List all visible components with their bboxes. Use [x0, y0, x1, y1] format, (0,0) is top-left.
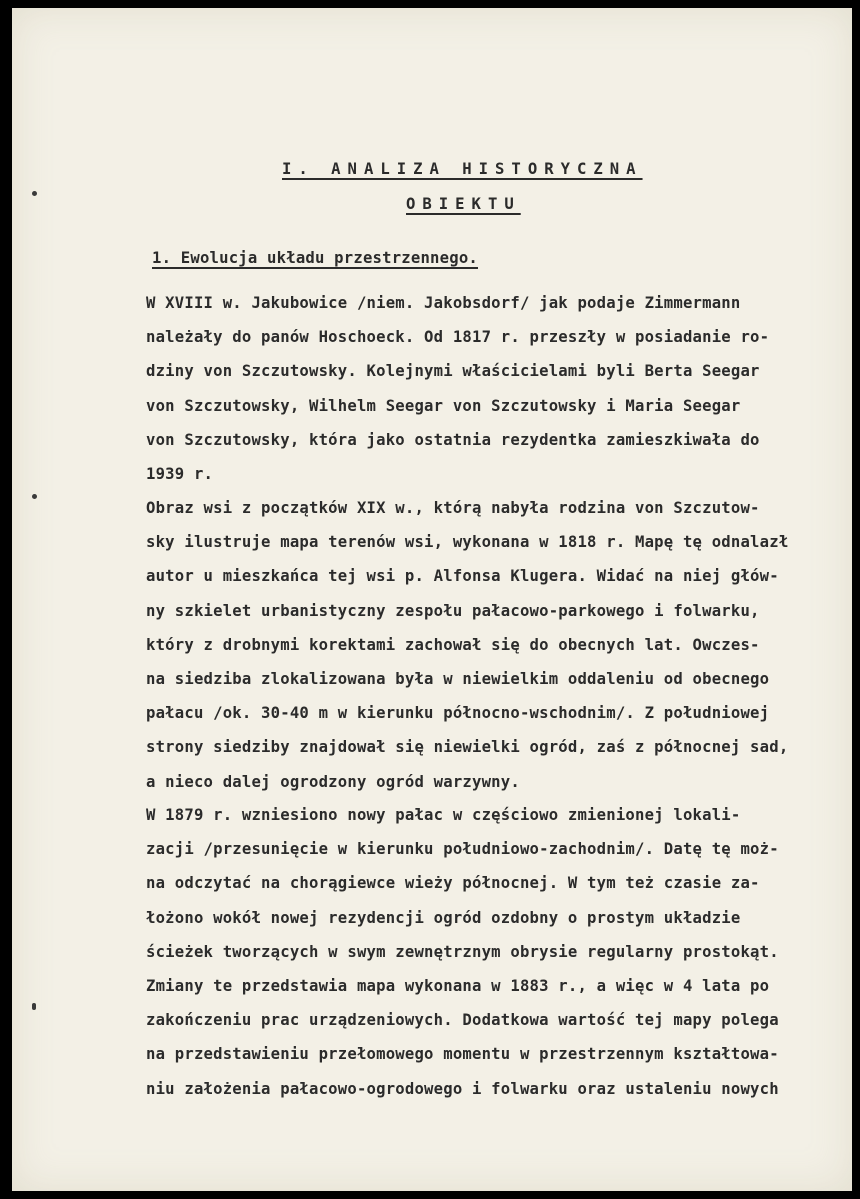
paragraph [146, 798, 852, 1106]
text-line: na odczytać na chorągiewce wieży północnej. W tym też czasie za- [146, 874, 760, 893]
text-line: dziny von Szczutowsky. Kolejnymi właścicielami byli Berta Seegar [146, 362, 760, 381]
text-line: ścieżek tworzących w swym zewnętrznym obrysie regularny prostokąt. [146, 942, 779, 961]
text-line: von Szczutowsky, która jako ostatnia rezydentka zamieszkiwała do [146, 430, 760, 449]
text-line: na przedstawieniu przełomowego momentu w przestrzennym kształtowa- [146, 1045, 779, 1064]
paragraph [146, 491, 852, 799]
text-line: ny szkielet urbanistyczny zespołu pałacowo-parkowego i folwarku, [146, 601, 760, 620]
margin-punch-mark [32, 494, 37, 499]
text-line: von Szczutowsky, Wilhelm Seegar von Szczutowsky i Maria Seegar [146, 396, 741, 415]
text-line: a nieco dalej ogrodzony ogród warzywny. [146, 772, 520, 791]
document-title: I. ANALIZA HISTORYCZNA [282, 160, 643, 178]
text-line: strony siedziby znajdował się niewielki ogród, zaś z północnej sad, [146, 738, 789, 757]
text-line: autor u mieszkańca tej wsi p. Alfonsa Klugera. Widać na niej głów- [146, 567, 779, 586]
text-line: 1939 r. [146, 464, 214, 483]
paragraph [146, 286, 852, 491]
text-line: zacji /przesunięcie w kierunku południowo-zachodnim/. Datę tę moż- [146, 840, 779, 859]
text-line: na siedziba zlokalizowana była w niewielkim oddaleniu od obecnego [146, 669, 770, 688]
document-title-continuation: OBIEKTU [406, 195, 521, 213]
margin-punch-mark [32, 191, 37, 196]
text-line: Obraz wsi z początków XIX w., którą nabyła rodzina von Szczutow- [146, 499, 760, 517]
text-line: który z drobnymi korektami zachował się do obecnych lat. Owczes- [146, 635, 760, 654]
document-page [12, 8, 852, 1191]
text-line: łożono wokół nowej rezydencji ogród ozdobny o prostym układzie [146, 908, 741, 927]
section-heading: 1. Ewolucja układu przestrzennego. [152, 249, 478, 267]
faint-stamp-mark [312, 78, 572, 118]
text-line: sky ilustruje mapa terenów wsi, wykonana w 1818 r. Mapę tę odnalazł [146, 533, 789, 552]
text-line: pałacu /ok. 30-40 m w kierunku północno-wschodnim/. Z południowej [146, 704, 770, 723]
text-line: zakończeniu prac urządzeniowych. Dodatkowa wartość tej mapy polega [146, 1011, 779, 1030]
text-line: W 1879 r. wzniesiono nowy pałac w częściowo zmienionej lokali- [146, 806, 741, 824]
text-line: należały do panów Hoschoeck. Od 1817 r. przeszły w posiadanie ro- [146, 328, 770, 347]
text-line: Zmiany te przedstawia mapa wykonana w 1883 r., a więc w 4 lata po [146, 976, 770, 995]
text-line: W XVIII w. Jakubowice /niem. Jakobsdorf/ jak podaje Zimmermann [146, 294, 741, 312]
margin-punch-mark [32, 1003, 36, 1010]
text-line: niu założenia pałacowo-ogrodowego i folwarku oraz ustaleniu nowych [146, 1079, 779, 1098]
